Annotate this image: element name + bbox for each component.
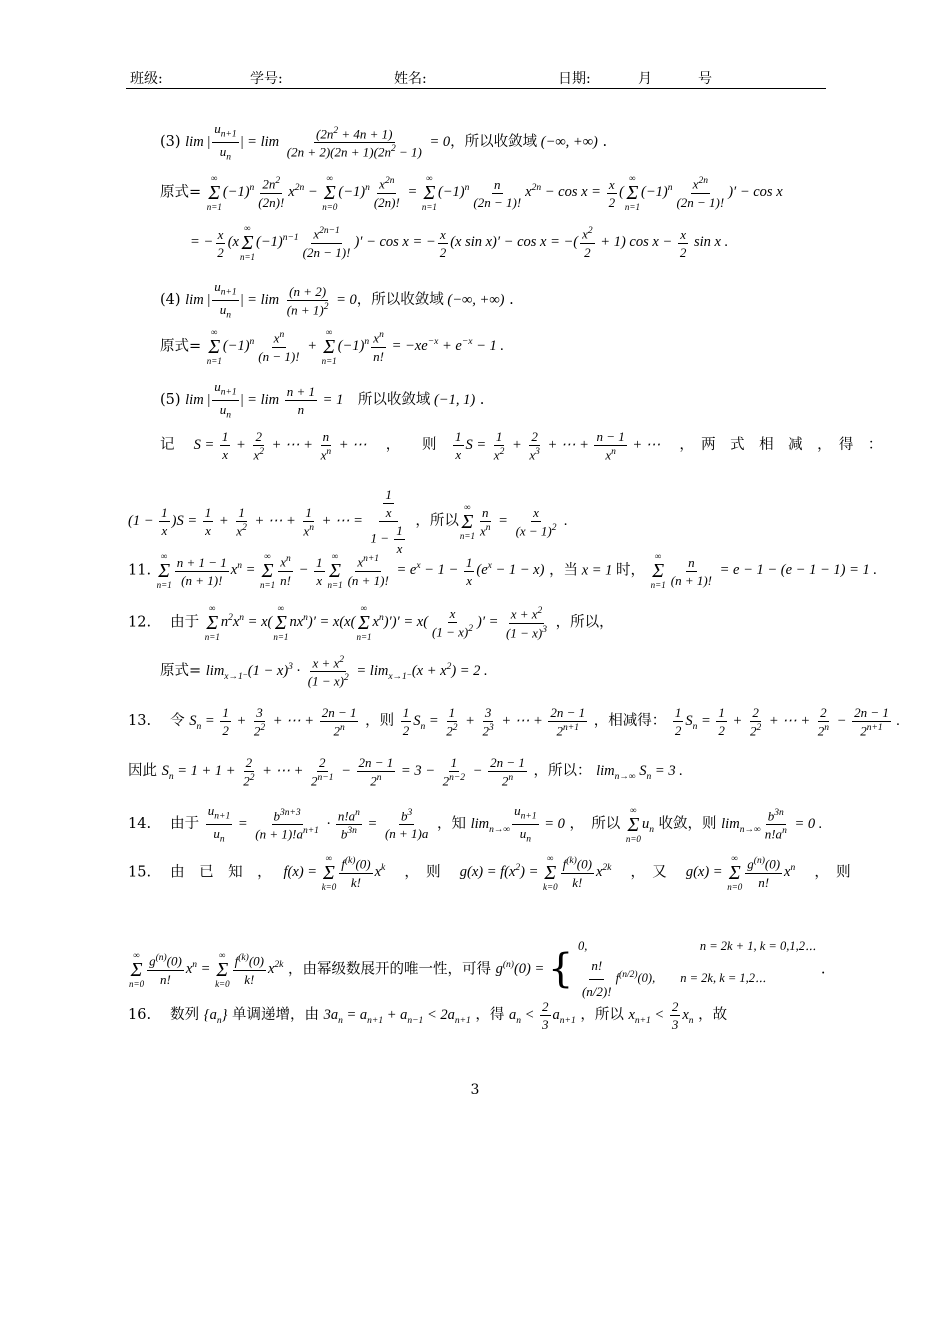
month-label: 月 (638, 71, 652, 87)
day-label: 号 (698, 71, 712, 87)
class-label: 班级: (130, 71, 163, 87)
solution-line: 15. 由 已 知 ， f(x) = ∞ Σ k=0 $\frac{f^{(k)}(0)}{k!}$ $x^k$ ， 则 $g(x) = f(x^2)$ = ∞ Σ k=0 $\frac{f^{(k)}(0)}{k!}$ $x^{2k}$ ， 又 g(x) = ∞ Σ n=0 $\frac{g^{(n)}(0)}{n!}$ $x^n$ ， 则 (128, 853, 851, 892)
solution-line: 16. 数列 $\{a_n\}$ 单调递增，由 $3a_n = a_{n+1} + a_{n-1} < 2a_{n+1}$ ，得 $a_n$ < $\frac{2}{3}$ $a_{n+1}$ ，所以 $x_{n+1}$ < $\frac{2}{3}$ $x_n$ ，故 (128, 999, 728, 1032)
solution-line: (5) lim | $\frac{u_{n+1}}{u_n}$ | = lim $\frac{n + 1}{n}$ = 1 所以收敛域 (−1, 1) . (160, 379, 485, 421)
date-label: 日期: (558, 71, 591, 87)
page-header (126, 62, 826, 89)
name-label: 姓名: (394, 71, 427, 87)
solution-line: (3) lim | $\frac{u_{n+1}}{u_n}$ | = lim $\frac{(2n^2 + 4n + 1)}{(2n + 2)(2n + 1)(2n^2 - 1)}$ = 0，所以收敛域 (−∞, +∞) . (160, 121, 608, 163)
solution-line: (1 − $\frac{1}{x}$ )S = $\frac{1}{x}$ + $\frac{1}{x^2}$ + ⋯ + $\frac{1}{x^n}$ + ⋯ = $\frac{1}{x}$ 1 − $\frac{1}{x}$ ，所以 ∞ Σ n=1 $\frac{n}{x^n}$ = $\frac{x}{(x - 1)^2}$ . (128, 487, 568, 556)
solution-line: 11. ∞ Σ n=1 $\frac{n + 1 - 1}{(n + 1)!}$ $x^n$ = ∞ Σ n=1 $\frac{x^n}{n!}$ − $\frac{1}{x}$ ∞ Σ n=1 $\frac{x^{n+1}}{(n + 1)!}$ = $e^x - 1$ − $\frac{1}{x}$ $(e^x - 1 - x)$ ，当 x = 1 时， ∞ Σ n=1 $\frac{n}{(n + 1)!}$ = e − 1 − (e − 1 − 1) = 1 . (128, 551, 877, 590)
solution-line: 13. 令 $S_n$ = $\frac{1}{2}$ + $\frac{3}{2^2}$ + ⋯ + $\frac{2n - 1}{2^n}$ ，则 $\frac{1}{2}$ $S_n$ = $\frac{1}{2^2}$ + $\frac{3}{2^3}$ + ⋯ + $\frac{2n - 1}{2^{n+1}}$ ，相减得： $\frac{1}{2}$ $S_n$ = $\frac{1}{2}$ + $\frac{2}{2^2}$ + ⋯ + $\frac{2}{2^n}$ − $\frac{2n - 1}{2^{n+1}}$ . (128, 705, 901, 739)
solution-line: 记 S = $\frac{1}{x}$ + $\frac{2}{x^2}$ + ⋯ + $\frac{n}{x^n}$ + ⋯ ， 则 $\frac{1}{x}$ S = $\frac{1}{x^2}$ + $\frac{2}{x^3}$ + ⋯ + $\frac{n - 1}{x^n}$ + ⋯ ， 两 式 相 减 ， 得 ： (160, 429, 883, 463)
solution-line: 原式= ∞ Σ n=1 $(-1)^n$ $\frac{2n^2}{(2n)!}$ $x^{2n}$ − ∞ Σ n=0 $(-1)^n$ $\frac{x^{2n}}{(2n)!}$ = ∞ Σ n=1 $(-1)^n$ $\frac{n}{(2n - 1)!}$ $x^{2n} - \cos x$ = $\frac{x}{2}$ ( ∞ Σ n=1 $(-1)^n$ $\frac{x^{2n}}{(2n - 1)!}$ )′ − cos x (160, 173, 783, 212)
student-id-label: 学号: (250, 71, 283, 87)
solution-line: 原式= $\lim_{x\to 1^-}(1 - x)^3$ · $\frac{x + x^2}{(1 - x)^2}$ = $\lim_{x\to 1^-}(x + x^2) = 2$ . (160, 655, 488, 689)
page-number: 3 (470, 1082, 480, 1098)
solution-line: 因此 $S_n = 1 + 1$ + $\frac{2}{2^2}$ + ⋯ + $\frac{2}{2^{n-1}}$ − $\frac{2n - 1}{2^n}$ = 3 − $\frac{1}{2^{n-2}}$ − $\frac{2n - 1}{2^n}$ ，所以： $\lim_{n\to\infty} S_n = 3$ . (128, 755, 683, 789)
solution-line: (4) lim | $\frac{u_{n+1}}{u_n}$ | = lim $\frac{(n + 2)}{(n + 1)^2}$ = 0，所以收敛域 (−∞, +∞) . (160, 279, 514, 321)
solution-line: 14. 由于 $\frac{u_{n+1}}{u_n}$ = $\frac{b^{3n+3}}{(n + 1)!a^{n+1}}$ · $\frac{n!a^n}{b^{3n}}$ = $\frac{b^3}{(n + 1)a}$ ，知 $\lim_{n\to\infty}$ $\frac{u_{n+1}}{u_n}$ = 0 ， 所以 ∞ Σ n=0 $u_n$ 收敛，则 $\lim_{n\to\infty}$ $\frac{b^{3n}}{n!a^n}$ = 0 . (128, 803, 823, 845)
solution-line: ∞ Σ n=0 $\frac{g^{(n)}(0)}{n!}$ $x^n$ = ∞ Σ k=0 $\frac{f^{(k)}(0)}{k!}$ $x^{2k}$ ，由幂级数展开的唯一性，可得 $g^{(n)}(0)$ = { 0, n = 2k + 1, k = 0,1,2⋯ $\frac{n!}{(n/2)!}$ $f^{(n/2)}(0)$, n = 2k, k = 1,2⋯ . (129, 939, 826, 999)
solution-line: 12. 由于 ∞ Σ n=1 $n^2x^n = x$( ∞ Σ n=1 $nx^n)' = x(x$( ∞ Σ n=1 $x^n)')' = x$( $\frac{x}{(1 - x)^2}$ )′ = $\frac{x + x^2}{(1 - x)^3}$ ，所以， (128, 603, 614, 642)
solution-line: = − $\frac{x}{2}$ (x ∞ Σ n=1 $(-1)^{n-1}$ $\frac{x^{2n-1}}{(2n - 1)!}$ )′ − cos x = − $\frac{x}{2}$ (x sin x)′ − cos x = −( $\frac{x^2}{2}$ + 1) cos x − $\frac{x}{2}$ sin x . (190, 223, 729, 262)
solution-line: 原式= ∞ Σ n=1 $(-1)^n$ $\frac{x^n}{(n - 1)!}$ + ∞ Σ n=1 $(-1)^n$ $\frac{x^n}{n!}$ = $-xe^{-x} + e^{-x} - 1$ . (160, 327, 504, 366)
